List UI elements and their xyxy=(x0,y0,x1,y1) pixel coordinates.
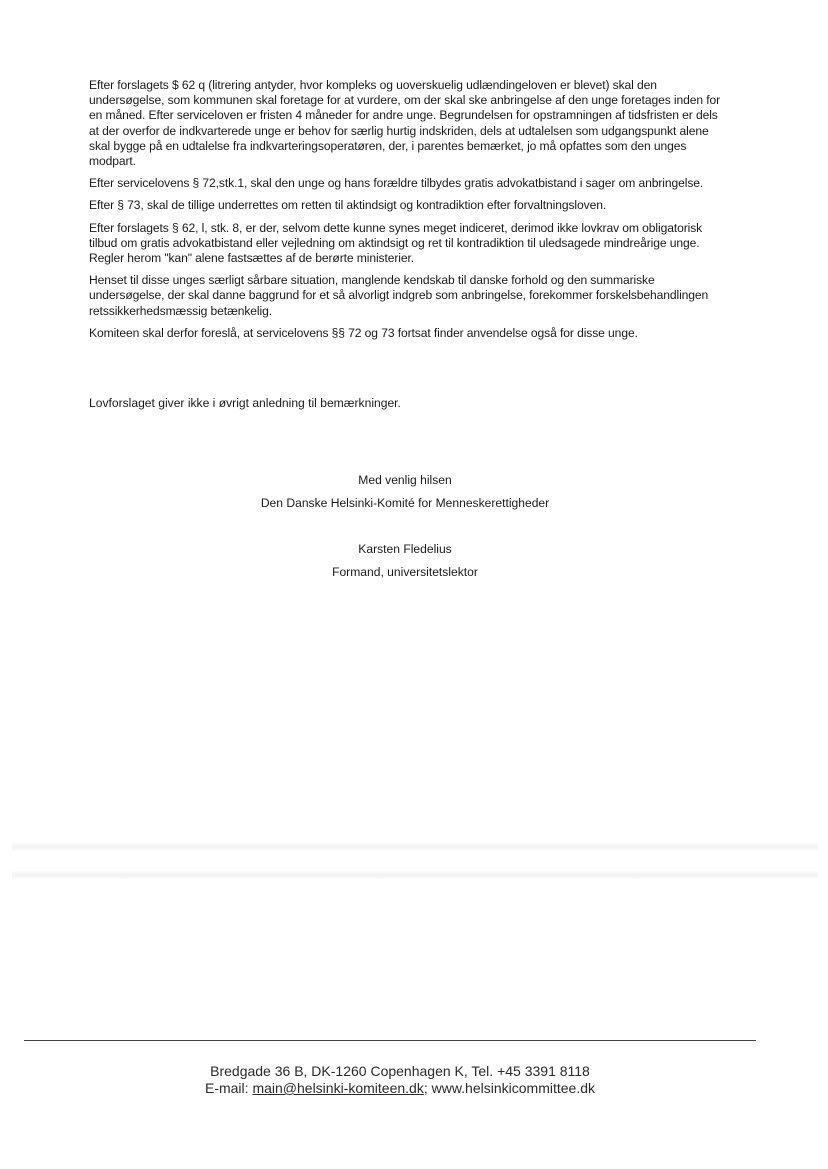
paragraph: Efter § 73, skal de tillige underrettes om retten til aktindsigt og kontradiktion efter forvaltningsloven. xyxy=(89,198,607,213)
paragraph: Efter servicelovens § 72,stk.1, skal den unge og hans forældre tilbydes gratis advokatbistand i sager om anbringelse. xyxy=(89,176,704,191)
closing-remark: Lovforslaget giver ikke i øvrigt anledning til bemærkninger. xyxy=(89,396,401,410)
signature-organization: Den Danske Helsinki-Komité for Menneskerettigheder xyxy=(260,496,550,510)
footer-address: Bredgade 36 B, DK-1260 Copenhagen K, Tel. +45 3391 8118 xyxy=(210,1063,590,1079)
signature-greeting: Med venlig hilsen xyxy=(358,473,452,487)
scan-artifact-band xyxy=(12,870,818,880)
paragraph: Efter forslagets § 62, l, stk. 8, er der, selvom dette kunne synes meget indiceret, derimod ikke lovkrav om obligatorisk tilbud om gratis advokatbistand eller vejledning om aktindsigt og ret til kontradiktion til uledsagede mindreårige unge. Regler herom "kan" alene fastsættes af de berørte ministerier. xyxy=(89,220,703,266)
paragraph: Efter forslagets $ 62 q (litrering antyder, hvor kompleks og uoverskuelig udlændingeloven er blevet) skal den undersøgelse, som kommunen skal foretage for at vurdere, om der skal ske anbringelse af den unge foretages inden for en måned. Efter serviceloven er fristen 4 måneder for andre unge. Begrundelsen for opstramningen af tidsfristen er dels at der overfor de indkvarterede unge er behov for særlig hurtig indskriden, dels at udtalelsen som udgangspunkt alene skal bygge på en udtalelse fra indkvarteringsoperatøren, der, i parentes bemærket, jo må opfattes som den unges modpart. xyxy=(89,78,721,169)
scan-artifact-band xyxy=(12,842,818,852)
footer-email-link[interactable]: main@helsinki-komiteen.dk xyxy=(252,1080,424,1096)
paragraph: Komiteen skal derfor foreslå, at servicelovens §§ 72 og 73 fortsat finder anvendelse også for disse unge. xyxy=(89,325,638,340)
footer-contact xyxy=(150,1080,650,1096)
paragraph: Henset til disse unges særligt sårbare situation, manglende kendskab til danske forhold og den summariske undersøgelse, der skal danne baggrund for et så alvorligt indgreb som anbringelse, forekommer forskelsbehandlingen retssikkerhedsmæssig betænkelig. xyxy=(89,273,709,318)
footer-separator: ; xyxy=(423,1080,432,1096)
signature-name: Karsten Fledelius xyxy=(358,542,452,556)
letter-body xyxy=(89,78,729,348)
footer-website-link[interactable]: www.helsinkicommittee.dk xyxy=(431,1080,595,1096)
signature-title: Formand, universitetslektor xyxy=(332,565,478,579)
footer-divider xyxy=(24,1040,756,1041)
footer-email-label: E-mail: xyxy=(204,1080,253,1096)
